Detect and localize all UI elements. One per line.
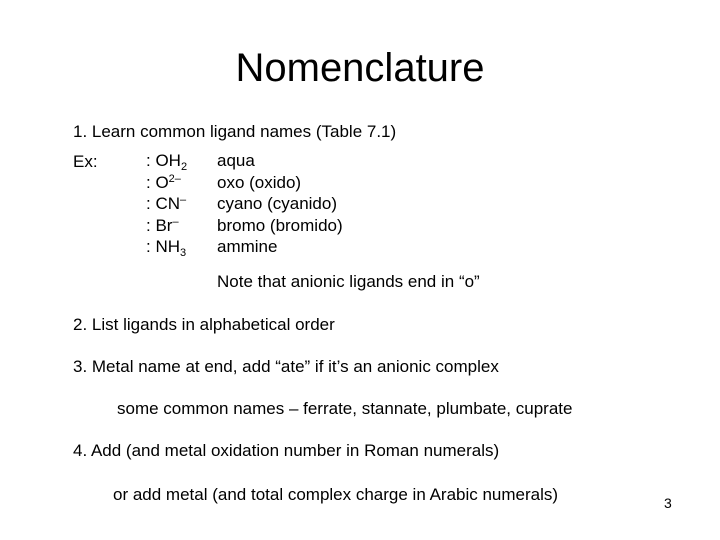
formula-charge: – [172,215,179,228]
formula-text: : OH [146,151,181,170]
ligand-formula-list [146,150,187,258]
formula-subscript: 3 [180,247,187,259]
point-1: 1. Learn common ligand names (Table 7.1) [73,122,397,141]
ligand-name: bromo (bromido) [217,215,343,235]
formula-charge: – [180,194,187,206]
point-2: 2. List ligands in alphabetical order [73,315,335,334]
ligand-name: ammine [217,237,278,256]
ligand-formula [146,150,187,172]
ligand-name: cyano (cyanido) [217,194,338,213]
slide-title: Nomenclature [235,46,485,90]
example-label: Ex: [73,152,98,171]
ligand-formula [146,172,187,194]
point-3: 3. Metal name at end, add “ate” if it’s an anionic complex [73,357,499,376]
formula-charge: 2– [168,172,181,185]
formula-text: : NH [146,237,180,256]
ligand-name: oxo (oxido) [217,172,302,192]
page-number: 3 [664,495,672,511]
formula-text: : CN [146,194,180,213]
ligand-formula [146,236,187,258]
point-4-detail: or add metal (and total complex charge in Arabic numerals) [113,485,559,504]
ligand-name: aqua [217,151,255,170]
formula-text: : Br [146,215,173,235]
ligand-formula [146,215,187,237]
point-4: 4. Add (and metal oxidation number in Roman numerals) [73,441,500,460]
ligand-name-list [217,150,343,258]
formula-subscript: 2 [180,161,188,173]
formula-text: : O [146,172,169,192]
anionic-note: Note that anionic ligands end in “o” [217,272,480,291]
point-3-detail: some common names – ferrate, stannate, plumbate, cuprate [117,399,573,418]
ligand-formula [146,193,187,215]
